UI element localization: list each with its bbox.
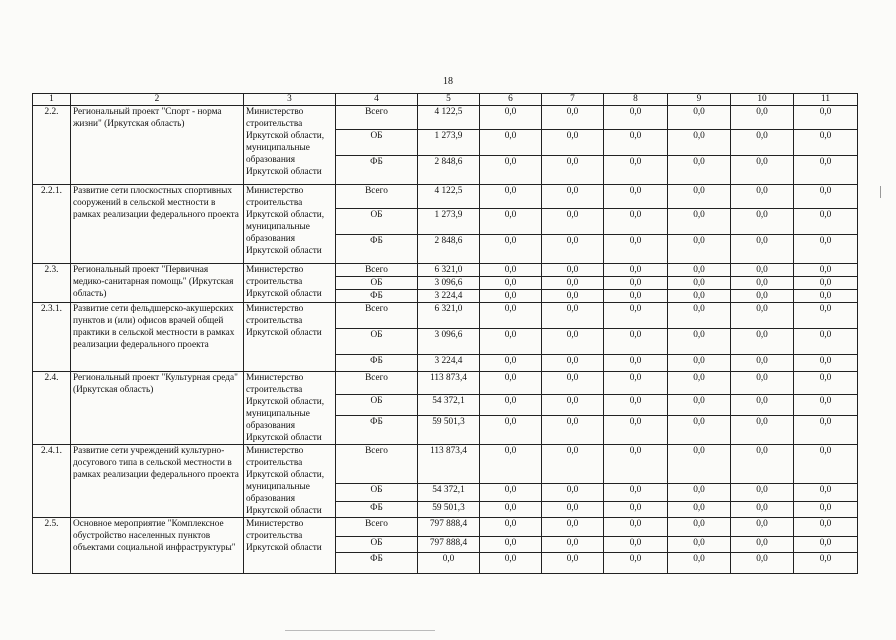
year-value: 0,0 — [794, 372, 858, 395]
year-value: 0,0 — [731, 290, 794, 303]
amount-value: 2 848,6 — [418, 156, 480, 185]
amount-value: 113 873,4 — [418, 445, 480, 484]
funding-source: ФБ — [336, 156, 418, 185]
year-value: 0,0 — [542, 416, 604, 445]
year-value: 0,0 — [794, 106, 858, 130]
funding-source: Всего — [336, 185, 418, 209]
year-value: 0,0 — [794, 235, 858, 264]
item-executor: Министерство строительства Иркутской области, муниципальные образования Иркутской области — [244, 372, 336, 445]
year-value: 0,0 — [794, 537, 858, 553]
amount-value: 59 501,3 — [418, 501, 480, 517]
year-value: 0,0 — [604, 329, 668, 355]
item-name: Региональный проект "Спорт - норма жизни" (Иркутская область) — [71, 106, 244, 185]
year-value: 0,0 — [604, 185, 668, 209]
year-value: 0,0 — [731, 156, 794, 185]
year-value: 0,0 — [794, 501, 858, 517]
funding-source: ФБ — [336, 235, 418, 264]
year-value: 0,0 — [794, 264, 858, 277]
amount-value: 4 122,5 — [418, 106, 480, 130]
year-value: 0,0 — [480, 501, 542, 517]
year-value: 0,0 — [668, 106, 731, 130]
year-value: 0,0 — [668, 329, 731, 355]
year-value: 0,0 — [668, 501, 731, 517]
year-value: 0,0 — [731, 264, 794, 277]
page-number: 18 — [443, 76, 453, 87]
year-value: 0,0 — [668, 264, 731, 277]
year-value: 0,0 — [542, 329, 604, 355]
item-name: Развитие сети плоскостных спортивных сооружений в сельской местности в рамках реализации федерального проекта — [71, 185, 244, 264]
year-value: 0,0 — [731, 518, 794, 537]
year-value: 0,0 — [604, 501, 668, 517]
year-value: 0,0 — [604, 484, 668, 501]
table-row — [33, 106, 858, 130]
year-value: 0,0 — [542, 394, 604, 416]
year-value: 0,0 — [794, 130, 858, 156]
amount-value: 0,0 — [418, 553, 480, 574]
year-value: 0,0 — [480, 130, 542, 156]
year-value: 0,0 — [480, 537, 542, 553]
amount-value: 113 873,4 — [418, 372, 480, 395]
item-executor: Министерство строительства Иркутской области, муниципальные образования Иркутской области — [244, 185, 336, 264]
year-value: 0,0 — [731, 501, 794, 517]
year-value: 0,0 — [731, 209, 794, 235]
funding-source: ОБ — [336, 277, 418, 290]
funding-source: ФБ — [336, 553, 418, 574]
year-value: 0,0 — [542, 130, 604, 156]
year-value: 0,0 — [542, 537, 604, 553]
year-value: 0,0 — [480, 372, 542, 395]
column-header: 4 — [336, 94, 418, 106]
year-value: 0,0 — [668, 303, 731, 329]
year-value: 0,0 — [794, 416, 858, 445]
year-value: 0,0 — [542, 290, 604, 303]
amount-value: 54 372,1 — [418, 394, 480, 416]
year-value: 0,0 — [542, 277, 604, 290]
year-value: 0,0 — [731, 106, 794, 130]
amount-value: 6 321,0 — [418, 303, 480, 329]
item-name: Региональный проект "Первичная медико-санитарная помощь" (Иркутская область) — [71, 264, 244, 303]
year-value: 0,0 — [604, 553, 668, 574]
year-value: 0,0 — [731, 394, 794, 416]
year-value: 0,0 — [480, 156, 542, 185]
table-row — [33, 303, 858, 329]
year-value: 0,0 — [731, 235, 794, 264]
year-value: 0,0 — [604, 372, 668, 395]
column-header: 9 — [668, 94, 731, 106]
year-value: 0,0 — [480, 394, 542, 416]
year-value: 0,0 — [668, 553, 731, 574]
year-value: 0,0 — [731, 372, 794, 395]
table-row — [33, 372, 858, 395]
scan-artifact — [880, 186, 881, 198]
funding-source: Всего — [336, 445, 418, 484]
year-value: 0,0 — [542, 501, 604, 517]
item-name: Развитие сети фельдшерско-акушерских пунктов и (или) офисов врачей общей практики в сельской местности в рамках реализации федерального проекта — [71, 303, 244, 372]
year-value: 0,0 — [480, 518, 542, 537]
year-value: 0,0 — [668, 416, 731, 445]
year-value: 0,0 — [480, 264, 542, 277]
year-value: 0,0 — [542, 235, 604, 264]
table-row — [33, 445, 858, 484]
header-row — [33, 94, 858, 106]
year-value: 0,0 — [731, 185, 794, 209]
funding-source: ФБ — [336, 290, 418, 303]
item-executor: Министерство строительства Иркутской области — [244, 303, 336, 372]
table-row — [33, 518, 858, 537]
amount-value: 6 321,0 — [418, 264, 480, 277]
year-value: 0,0 — [731, 537, 794, 553]
column-header: 2 — [71, 94, 244, 106]
year-value: 0,0 — [794, 209, 858, 235]
funding-source: ОБ — [336, 484, 418, 501]
year-value: 0,0 — [731, 553, 794, 574]
year-value: 0,0 — [668, 372, 731, 395]
year-value: 0,0 — [794, 355, 858, 372]
funding-source: ОБ — [336, 209, 418, 235]
year-value: 0,0 — [480, 277, 542, 290]
year-value: 0,0 — [604, 235, 668, 264]
amount-value: 1 273,9 — [418, 209, 480, 235]
item-executor: Министерство строительства Иркутской области, муниципальные образования Иркутской области — [244, 106, 336, 185]
year-value: 0,0 — [604, 355, 668, 372]
year-value: 0,0 — [604, 209, 668, 235]
item-number: 2.2. — [33, 106, 71, 185]
item-number: 2.5. — [33, 518, 71, 574]
item-name: Развитие сети учреждений культурно-досугового типа в сельской местности в рамках реализации федерального проекта — [71, 445, 244, 518]
year-value: 0,0 — [794, 303, 858, 329]
amount-value: 797 888,4 — [418, 537, 480, 553]
year-value: 0,0 — [668, 156, 731, 185]
year-value: 0,0 — [480, 484, 542, 501]
year-value: 0,0 — [731, 416, 794, 445]
year-value: 0,0 — [794, 329, 858, 355]
year-value: 0,0 — [668, 355, 731, 372]
year-value: 0,0 — [668, 445, 731, 484]
year-value: 0,0 — [731, 329, 794, 355]
amount-value: 3 096,6 — [418, 329, 480, 355]
year-value: 0,0 — [480, 303, 542, 329]
table-row — [33, 264, 858, 277]
year-value: 0,0 — [604, 416, 668, 445]
year-value: 0,0 — [542, 264, 604, 277]
funding-source: ОБ — [336, 329, 418, 355]
column-header: 5 — [418, 94, 480, 106]
funding-source: ФБ — [336, 501, 418, 517]
amount-value: 797 888,4 — [418, 518, 480, 537]
year-value: 0,0 — [542, 518, 604, 537]
year-value: 0,0 — [668, 235, 731, 264]
table-body — [33, 94, 858, 574]
year-value: 0,0 — [480, 445, 542, 484]
year-value: 0,0 — [794, 445, 858, 484]
amount-value: 3 224,4 — [418, 355, 480, 372]
year-value: 0,0 — [604, 130, 668, 156]
funding-source: Всего — [336, 518, 418, 537]
year-value: 0,0 — [731, 355, 794, 372]
column-header: 11 — [794, 94, 858, 106]
year-value: 0,0 — [604, 264, 668, 277]
year-value: 0,0 — [668, 209, 731, 235]
year-value: 0,0 — [668, 290, 731, 303]
funding-source: Всего — [336, 264, 418, 277]
year-value: 0,0 — [668, 484, 731, 501]
year-value: 0,0 — [794, 277, 858, 290]
amount-value: 59 501,3 — [418, 416, 480, 445]
amount-value: 3 224,4 — [418, 290, 480, 303]
year-value: 0,0 — [480, 553, 542, 574]
column-header: 3 — [244, 94, 336, 106]
item-name: Основное мероприятие "Комплексное обустройство населенных пунктов объектами социальной инфраструктуры" — [71, 518, 244, 574]
amount-value: 54 372,1 — [418, 484, 480, 501]
year-value: 0,0 — [480, 106, 542, 130]
year-value: 0,0 — [731, 130, 794, 156]
year-value: 0,0 — [480, 290, 542, 303]
funding-table — [32, 93, 858, 574]
year-value: 0,0 — [542, 355, 604, 372]
amount-value: 2 848,6 — [418, 235, 480, 264]
year-value: 0,0 — [604, 445, 668, 484]
year-value: 0,0 — [668, 537, 731, 553]
year-value: 0,0 — [604, 106, 668, 130]
item-number: 2.3.1. — [33, 303, 71, 372]
year-value: 0,0 — [542, 156, 604, 185]
year-value: 0,0 — [542, 209, 604, 235]
year-value: 0,0 — [480, 185, 542, 209]
year-value: 0,0 — [668, 185, 731, 209]
year-value: 0,0 — [542, 484, 604, 501]
year-value: 0,0 — [480, 235, 542, 264]
year-value: 0,0 — [794, 518, 858, 537]
item-number: 2.4. — [33, 372, 71, 445]
column-header: 6 — [480, 94, 542, 106]
column-header: 8 — [604, 94, 668, 106]
table-row — [33, 185, 858, 209]
year-value: 0,0 — [731, 277, 794, 290]
year-value: 0,0 — [542, 372, 604, 395]
year-value: 0,0 — [542, 553, 604, 574]
year-value: 0,0 — [794, 290, 858, 303]
item-number: 2.4.1. — [33, 445, 71, 518]
item-number: 2.3. — [33, 264, 71, 303]
year-value: 0,0 — [668, 130, 731, 156]
item-executor: Министерство строительства Иркутской области — [244, 518, 336, 574]
funding-source: Всего — [336, 372, 418, 395]
year-value: 0,0 — [542, 303, 604, 329]
year-value: 0,0 — [604, 518, 668, 537]
year-value: 0,0 — [731, 445, 794, 484]
year-value: 0,0 — [731, 484, 794, 501]
year-value: 0,0 — [794, 394, 858, 416]
amount-value: 1 273,9 — [418, 130, 480, 156]
year-value: 0,0 — [794, 156, 858, 185]
year-value: 0,0 — [542, 445, 604, 484]
year-value: 0,0 — [604, 394, 668, 416]
year-value: 0,0 — [794, 185, 858, 209]
funding-source: ОБ — [336, 537, 418, 553]
funding-source: ФБ — [336, 416, 418, 445]
year-value: 0,0 — [668, 277, 731, 290]
funding-source: Всего — [336, 106, 418, 130]
year-value: 0,0 — [794, 484, 858, 501]
year-value: 0,0 — [604, 290, 668, 303]
funding-source: ОБ — [336, 394, 418, 416]
column-header: 7 — [542, 94, 604, 106]
year-value: 0,0 — [604, 537, 668, 553]
year-value: 0,0 — [604, 277, 668, 290]
year-value: 0,0 — [480, 416, 542, 445]
year-value: 0,0 — [480, 209, 542, 235]
year-value: 0,0 — [668, 518, 731, 537]
funding-source: ОБ — [336, 130, 418, 156]
year-value: 0,0 — [731, 303, 794, 329]
year-value: 0,0 — [542, 106, 604, 130]
funding-source: ФБ — [336, 355, 418, 372]
year-value: 0,0 — [480, 355, 542, 372]
item-executor: Министерство строительства Иркутской области — [244, 264, 336, 303]
item-executor: Министерство строительства Иркутской области, муниципальные образования Иркутской области — [244, 445, 336, 518]
year-value: 0,0 — [794, 553, 858, 574]
year-value: 0,0 — [480, 329, 542, 355]
amount-value: 3 096,6 — [418, 277, 480, 290]
year-value: 0,0 — [604, 156, 668, 185]
item-name: Региональный проект "Культурная среда" (Иркутская область) — [71, 372, 244, 445]
scan-artifact — [285, 630, 435, 631]
column-header: 10 — [731, 94, 794, 106]
funding-source: Всего — [336, 303, 418, 329]
year-value: 0,0 — [542, 185, 604, 209]
year-value: 0,0 — [668, 394, 731, 416]
year-value: 0,0 — [604, 303, 668, 329]
amount-value: 4 122,5 — [418, 185, 480, 209]
item-number: 2.2.1. — [33, 185, 71, 264]
column-header: 1 — [33, 94, 71, 106]
